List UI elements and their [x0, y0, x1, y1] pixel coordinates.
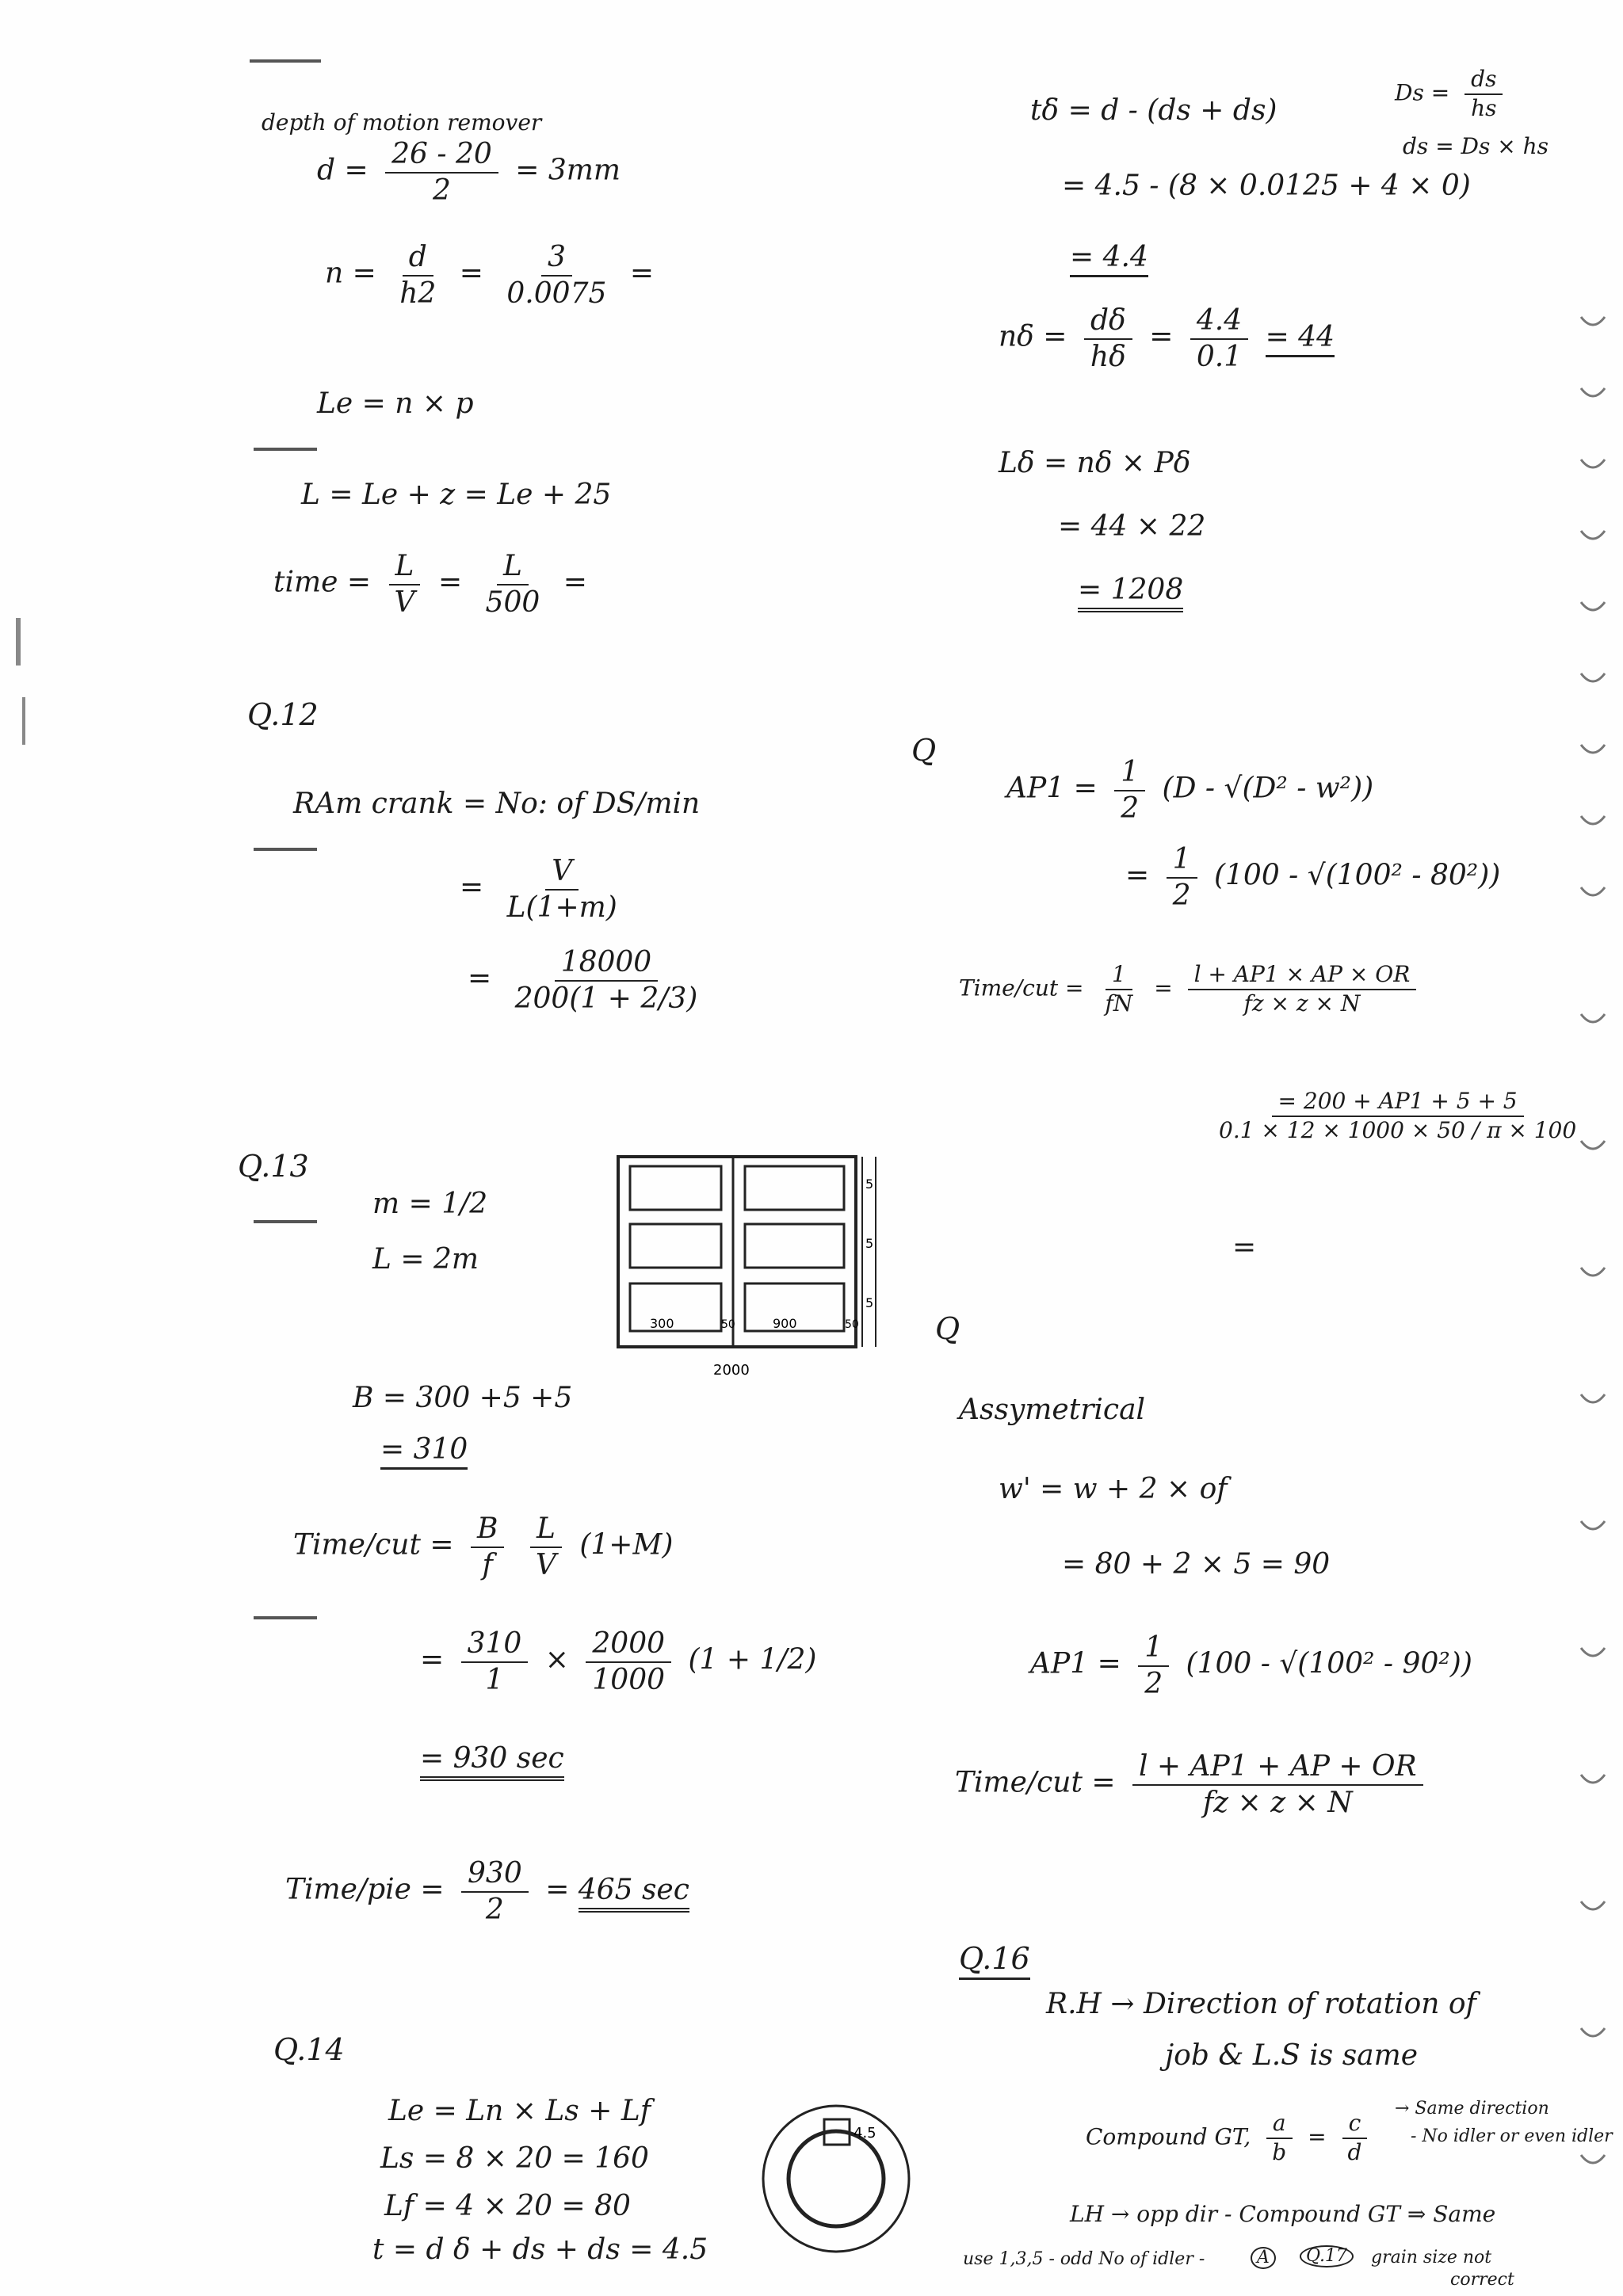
equation: RAm crank = No: of DS/min: [293, 788, 701, 820]
equation: = 930 sec: [420, 1743, 564, 1775]
equation: = $\frac{V}{L(1+m)}$: [460, 855, 617, 924]
equation: = 44 × 22: [1058, 510, 1206, 543]
margin-mark: [254, 848, 317, 851]
equation: = 80 + 2 × 5 = 90: [1062, 1548, 1331, 1581]
sketch-slot: [630, 1224, 721, 1268]
equation: = $\frac{1}{2}$ (100 - √(100² - 80²)): [1125, 843, 1501, 912]
equation: AP1 = $\frac{1}{2}$ (D - √(D² - w²)): [1006, 756, 1374, 825]
note-line: R.H → Direction of rotation of: [1046, 1988, 1476, 2020]
equation: $\frac{= 200 + AP1 + 5 + 5}{0.1 \times 12 \times 1000 \times 50 / \pi \times 100}$: [1219, 1088, 1577, 1143]
equation: Time/pie = $\frac{930}{2}$ = 465 sec: [285, 1857, 689, 1926]
margin-mark: [254, 448, 317, 451]
equation: w' = w + 2 × of: [999, 1473, 1228, 1505]
equation: n = $\frac{d}{h2}$ = $\frac{3}{0.0075}$ =: [325, 241, 654, 310]
sketch-label: 900: [773, 1316, 797, 1331]
equation: d = $\frac{26 - 20}{2}$ = 3mm: [317, 138, 621, 207]
question-number: Q.12: [247, 697, 319, 732]
question-number: Q.14: [273, 2032, 345, 2067]
sketch-label: 300: [650, 1316, 674, 1331]
sketch-slot: [745, 1224, 844, 1268]
equation: Time/cut = $\frac{B}{f}$ $\frac{L}{V}$ (1+M): [293, 1512, 674, 1581]
equation: Ls = 8 × 20 = 160: [380, 2142, 649, 2175]
question-number: Q.13: [238, 1149, 309, 1184]
circled-label: A: [1251, 2247, 1276, 2269]
question-number: Q.16: [959, 1941, 1030, 1976]
sketch-label: 5: [865, 1177, 874, 1192]
equation: =: [1232, 1231, 1257, 1264]
ring-label: 4.5: [854, 2125, 876, 2142]
question-number: Q: [911, 733, 937, 768]
sketch-slot: [745, 1166, 844, 1210]
note-line: job & L.S is same: [1165, 2039, 1419, 2072]
equation: time = $\frac{L}{V}$ = $\frac{L}{500}$ =: [273, 550, 587, 619]
equation: = 4.4: [1070, 242, 1148, 273]
equation: m = 1/2: [372, 1188, 488, 1220]
equation: = $\frac{18000}{200(1 + 2/3)}$: [468, 946, 698, 1015]
equation: Lf = 4 × 20 = 80: [384, 2190, 631, 2222]
equation: nδ = $\frac{d\delta}{h\delta}$ = $\frac{4.4}{0.1}$ = 44: [999, 304, 1335, 373]
sketch-label: 50: [845, 1318, 859, 1331]
sketch-label: 5: [865, 1236, 874, 1251]
binder-holes: [1573, 301, 1613, 2242]
equation: = 4.5 - (8 × 0.0125 + 4 × 0): [1062, 170, 1471, 202]
sketch-label: 50: [721, 1318, 735, 1331]
workpiece-sketch: [610, 1149, 903, 1386]
equation: L = 2m: [372, 1243, 479, 1276]
note-line: use 1,3,5 - odd No of idler -: [963, 2249, 1205, 2269]
circled-label: Q.17: [1300, 2245, 1354, 2267]
margin-mark: [254, 1616, 317, 1619]
equation: = 310: [380, 1434, 468, 1466]
margin-mark: [16, 618, 21, 666]
note-line: → Same direction: [1395, 2099, 1549, 2119]
note-line: grain size not: [1371, 2248, 1492, 2267]
equation: Le = n × p: [317, 387, 474, 420]
equation: = $\frac{310}{1}$ × $\frac{2000}{1000}$ (1 + 1/2): [420, 1627, 817, 1696]
margin-mark: [250, 59, 321, 63]
equation: Assymetrical: [959, 1394, 1146, 1426]
margin-mark: [254, 1220, 317, 1223]
margin-mark: [22, 697, 25, 745]
note-line: correct: [1450, 2270, 1514, 2290]
equation: Compound GT, $\frac{a}{b}$ = $\frac{c}{d}$: [1086, 2111, 1376, 2165]
equation: Ds = $\frac{ds}{hs}$: [1395, 67, 1511, 121]
note-line: depth of motion remover: [262, 109, 542, 135]
equation: B = 300 +5 +5: [353, 1382, 573, 1414]
sketch-slot: [630, 1166, 721, 1210]
equation: Time/cut = $\frac{l + AP1 + AP + OR}{fz \times z \times N}$: [955, 1751, 1431, 1818]
equation: Time/cut = $\frac{1}{fN}$ = $\frac{l + AP1 \times AP \times OR}{fz \times z \times N}$: [959, 963, 1424, 1016]
ring-sketch: [757, 2100, 915, 2258]
note-line: LH → opp dir - Compound GT ⇒ Same: [1070, 2201, 1496, 2227]
equation: = 1208: [1078, 574, 1183, 606]
sketch-label: 5: [865, 1295, 874, 1310]
question-number: Q: [935, 1311, 960, 1346]
equation: tδ = d - (ds + ds): [1030, 94, 1277, 127]
equation: ds = Ds × hs: [1403, 133, 1549, 159]
equation: t = d δ + ds + ds = 4.5: [372, 2233, 708, 2266]
note-line: - No idler or even idler: [1411, 2126, 1613, 2146]
sketch-label: 2000: [713, 1362, 750, 1379]
equation: Lδ = nδ × Pδ: [999, 447, 1191, 479]
equation: AP1 = $\frac{1}{2}$ (100 - √(100² - 90²)): [1030, 1631, 1472, 1700]
sketch-slot: [630, 1283, 721, 1331]
equation: L = Le + z = Le + 25: [301, 479, 612, 511]
equation: Le = Ln × Ls + Lf: [388, 2095, 651, 2127]
